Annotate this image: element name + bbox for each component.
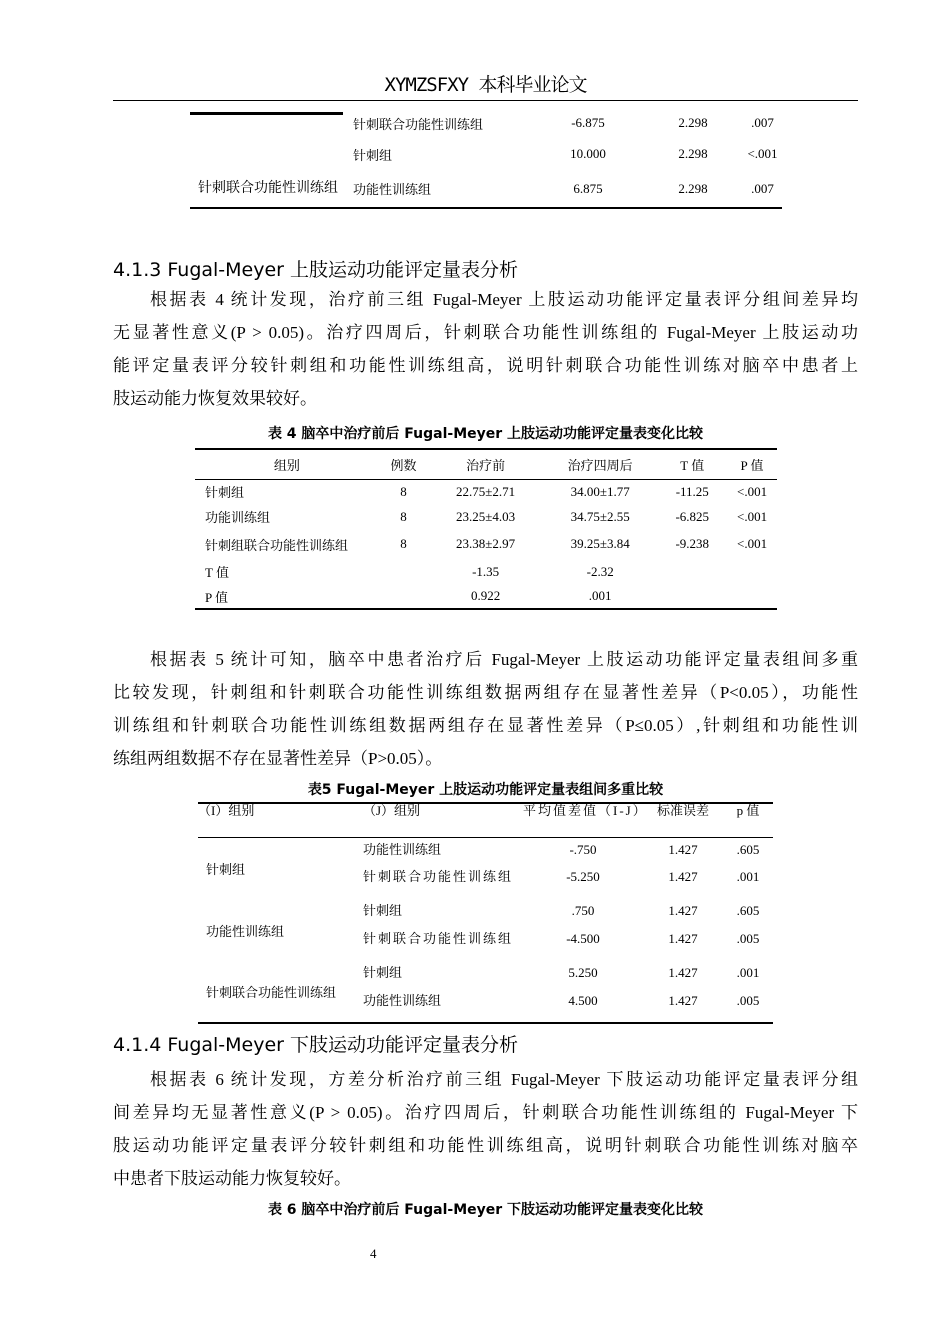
table-header-row	[195, 449, 777, 479]
column-header: （J）组别	[363, 803, 523, 837]
table-cell	[727, 559, 777, 584]
cell-se: 1.427	[668, 841, 698, 857]
table-cell	[727, 584, 777, 609]
page-number: 4	[370, 1246, 377, 1261]
cell-group-i: 功能性训练组	[206, 923, 285, 939]
table-cell: 23.25±4.03	[456, 508, 516, 524]
table4	[195, 448, 777, 610]
cell-diff: 10.000	[570, 146, 606, 161]
cell-p: .005	[736, 931, 760, 946]
paragraph-line: 根据表 4 统计发现，治疗前三组 Fugal-Meyer 上肢运动功能评定量表评分组间差异均	[150, 290, 858, 309]
table-cell: 23.38±2.97	[456, 536, 516, 551]
cell-p: .605	[736, 841, 760, 857]
table-cell: 8	[400, 483, 407, 499]
cell-j: 针刺联合功能性训练组	[363, 931, 514, 946]
table-continuation	[190, 108, 782, 209]
column-header: 标准误差	[643, 803, 723, 837]
table-cell: -9.238	[675, 536, 710, 551]
cell-se: 2.298	[678, 146, 708, 161]
table-cell: -11.25	[675, 483, 709, 499]
cell-j: 针刺联合功能性训练组	[353, 116, 484, 132]
paragraph-line: 无显著性意义(P > 0.05)。治疗四周后，针刺联合功能性训练组的 Fugal-Meyer 上肢运动功	[113, 323, 858, 342]
cell-p: <.001	[747, 146, 778, 161]
cell-p: .001	[736, 965, 760, 980]
table-cell	[657, 559, 727, 584]
table-cell: 34.00±1.77	[570, 483, 630, 499]
table-cell: 8	[400, 508, 407, 524]
section-heading-4-1-3: 4.1.3 Fugal-Meyer 上肢运动功能评定量表分析	[113, 259, 519, 281]
table-cell: 22.75±2.71	[456, 483, 516, 499]
paragraph-line: 肢运动功能评定量表评分较针刺组和功能性训练组高，说明针刺联合功能性训练对脑卒	[113, 1136, 858, 1155]
table-cell: 针刺组	[205, 485, 245, 501]
cell-p: .007	[751, 115, 774, 130]
page-header: XYMZSFXY 本科毕业论文	[384, 74, 587, 96]
cell-i	[190, 108, 343, 138]
table-row	[195, 529, 777, 559]
table-row	[198, 961, 773, 989]
table-cell: -6.825	[675, 508, 710, 524]
column-header: p 值	[723, 803, 773, 837]
cell-i	[190, 138, 343, 170]
cell-diff: 4.500	[568, 993, 598, 1008]
table6-caption: 表 6 脑卒中治疗前后 Fugal-Meyer 下肢运动功能评定量表变化比较	[267, 1202, 704, 1218]
table-row	[190, 138, 782, 170]
cell-group-i: 针刺组	[206, 861, 246, 877]
table4-caption: 表 4 脑卒中治疗前后 Fugal-Meyer 上肢运动功能评定量表变化比较	[267, 426, 704, 442]
table-cell	[657, 584, 727, 609]
cell-j: 针刺组	[363, 965, 403, 980]
paragraph-line: 中患者下肢运动能力恢复较好。	[113, 1169, 351, 1188]
cell-p: .001	[736, 869, 760, 884]
paragraph-line: 根据表 6 统计发现，方差分析治疗前三组 Fugal-Meyer 下肢运动功能评定量表评分组	[150, 1070, 858, 1089]
table-row	[195, 504, 777, 529]
paragraph-line: 训练组和针刺联合功能性训练组数据两组存在显著性差异（P≤0.05）,针刺组和功能性训	[113, 716, 858, 735]
table5-caption: 表5 Fugal-Meyer 上肢运动功能评定量表组间多重比较	[307, 782, 664, 798]
table-header-row	[198, 803, 773, 837]
table-row	[190, 170, 782, 208]
cell-group-i: 针刺联合功能性训练组	[206, 985, 337, 1000]
table-cell	[379, 584, 429, 609]
header-rule	[113, 100, 858, 101]
cell-se: 1.427	[668, 903, 698, 918]
column-header: 治疗前	[428, 449, 543, 479]
column-header: 平均值差值（I-J）	[523, 803, 643, 837]
table-cell: <.001	[737, 508, 768, 524]
cell-p: .007	[751, 180, 774, 196]
column-header: 组别	[195, 449, 379, 479]
cell-j: 针刺联合功能性训练组	[363, 869, 514, 884]
cell-diff: 6.875	[573, 180, 603, 196]
cell-j: 针刺组	[353, 147, 393, 163]
column-header: （I）组别	[198, 803, 363, 837]
cell-se: 2.298	[678, 115, 708, 130]
table-cell: 针刺组联合功能性训练组	[205, 537, 349, 553]
column-header: T 值	[657, 449, 727, 479]
cell-p: .605	[736, 903, 760, 918]
cell-se: 1.427	[668, 965, 698, 980]
table-cell: T 值	[205, 565, 229, 580]
cell-se: 1.427	[668, 931, 698, 946]
cell-diff: .750	[571, 903, 595, 918]
cell-p: .005	[736, 993, 760, 1008]
paragraph-line: 能评定量表评分较针刺组和功能性训练组高，说明针刺联合功能性训练对脑卒中患者上	[113, 356, 858, 375]
cell-diff: -6.875	[571, 115, 605, 130]
paragraph-line: 练组两组数据不存在显著性差异（P>0.05）。	[113, 749, 443, 768]
table5	[198, 802, 773, 1024]
paragraph-line: 比较发现，针刺组和针刺联合功能性训练组数据两组存在显著性差异（P<0.05），功能性	[113, 683, 858, 702]
paragraph-line: 间差异均无显著性意义(P > 0.05)。治疗四周后，针刺联合功能性训练组的 Fugal-Meyer 下	[113, 1103, 858, 1122]
cell-j: 功能性训练组	[363, 993, 442, 1008]
column-header: P 值	[727, 449, 777, 479]
section-heading-4-1-4: 4.1.4 Fugal-Meyer 下肢运动功能评定量表分析	[113, 1034, 519, 1056]
table-cell	[379, 559, 429, 584]
table-row	[195, 479, 777, 504]
table-cell: -2.32	[586, 563, 614, 579]
column-header: 治疗四周后	[543, 449, 658, 479]
table-row	[195, 559, 777, 584]
table-cell: 34.75±2.55	[570, 508, 630, 524]
table-cell: -1.35	[472, 563, 500, 579]
cell-j: 针刺组	[363, 903, 403, 918]
table-cell: 8	[400, 536, 407, 551]
cell-se: 1.427	[668, 993, 698, 1008]
cell-i: 针刺联合功能性训练组	[198, 180, 338, 196]
table-cell: 0.922	[471, 588, 501, 603]
table-cell: <.001	[737, 536, 768, 551]
cell-se: 1.427	[668, 869, 698, 884]
table-row	[198, 899, 773, 927]
cell-diff: -4.500	[566, 931, 600, 946]
table-cell: .001	[588, 588, 612, 603]
table-cell: 功能训练组	[205, 510, 271, 525]
cell-se: 2.298	[678, 180, 708, 196]
cell-diff: 5.250	[568, 965, 598, 980]
table-row	[190, 108, 782, 138]
table-row	[195, 584, 777, 609]
table-cell: <.001	[737, 483, 768, 499]
paragraph-line: 根据表 5 统计可知，脑卒中患者治疗后 Fugal-Meyer 上肢运动功能评定量表组间多重	[150, 650, 858, 669]
cell-j: 功能性训练组	[353, 182, 432, 197]
cell-diff: -5.250	[566, 869, 600, 884]
cell-diff: -.750	[569, 841, 597, 857]
cell-j: 功能性训练组	[363, 841, 442, 857]
paragraph-line: 肢运动能力恢复效果较好。	[113, 389, 317, 408]
table-cell: P 值	[205, 589, 228, 605]
table-row	[198, 837, 773, 865]
column-header: 例数	[379, 449, 429, 479]
table-cell: 39.25±3.84	[570, 536, 630, 551]
